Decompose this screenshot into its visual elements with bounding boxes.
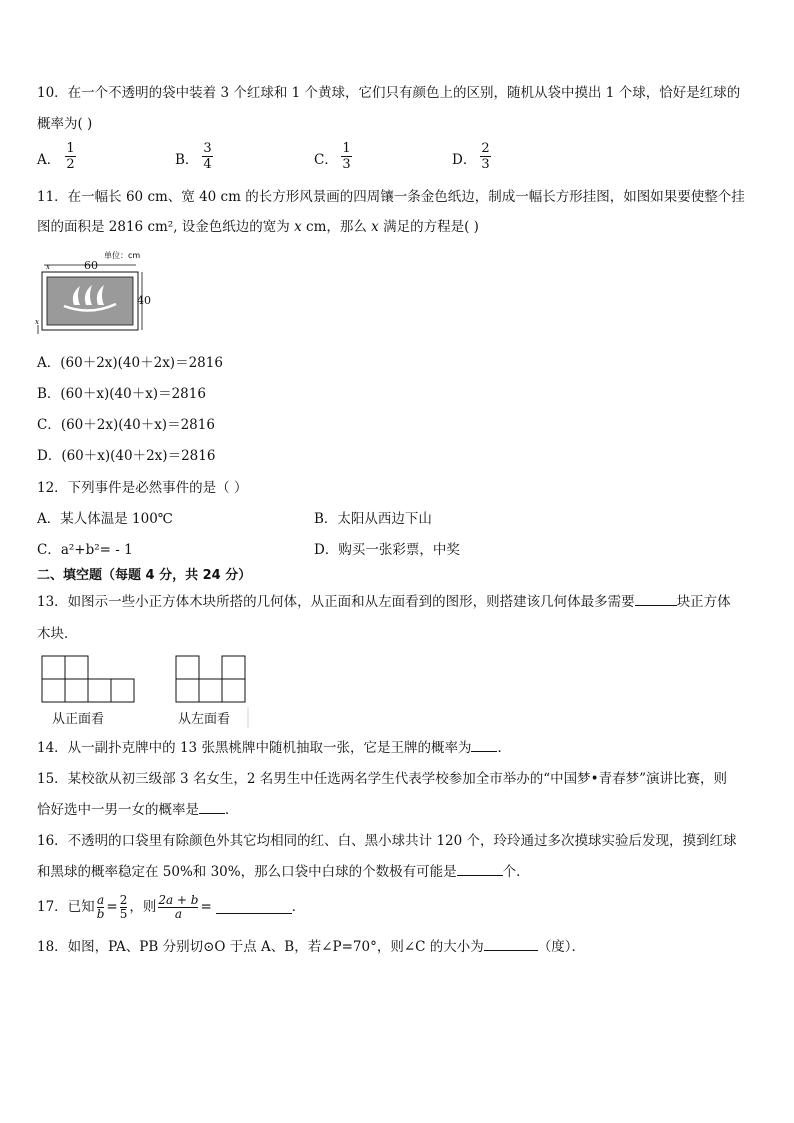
q17-eq2: = (200, 899, 212, 915)
q11-line2-b: cm，那么 (301, 219, 372, 235)
q17-f2-num: 2 (119, 892, 128, 907)
q17-fraction-a-over-b (97, 894, 105, 921)
q13-front-label: 从正面看 (52, 712, 105, 727)
q18-answer-blank[interactable] (484, 938, 538, 951)
q17-answer-blank[interactable] (216, 901, 292, 914)
q17-eq: = (106, 899, 118, 915)
q11-line1: 11．在一幅长 60 cm、宽 40 cm 的长方形风景画的四周镶一条金色纸边，制成一幅长方形挂图，如图如果要使整个挂 (37, 189, 745, 205)
q15-line2 (37, 801, 239, 819)
q11-var-x: x (294, 219, 302, 235)
q13-figure (36, 652, 251, 730)
q10-option-b-num: 3 (203, 141, 212, 156)
q17-mid: ，则 (129, 899, 157, 915)
q13-left-label: 从左面看 (178, 712, 231, 727)
q10-option-c-letter: C． (314, 152, 338, 168)
q10-option-c-fraction (341, 141, 352, 172)
q12-option-c: C．a²+b²= - 1 (37, 542, 133, 558)
q17-f3-num: 2a + b (158, 892, 199, 907)
q10-option-b-letter: B． (175, 152, 199, 168)
q13-line1-text: 13．如图示一些小正方体木块所搭的几何体，从正面和从左面看到的图形，则搭建该几何体最多需要 (37, 594, 635, 610)
q12-option-a: A．某人体温是 100℃ (37, 511, 173, 527)
q17-fraction-2-over-5 (120, 894, 128, 921)
q17-line (37, 892, 305, 922)
q10-option-d-den: 3 (481, 157, 490, 172)
q15-end: ． (225, 802, 239, 818)
q16-line2 (37, 863, 530, 881)
q10-line2: 概率为( ) (37, 116, 93, 132)
q11-var-x-2: x (371, 219, 379, 235)
q10-option-b-den: 4 (203, 157, 212, 172)
q14-answer-blank[interactable] (471, 739, 497, 752)
q11-width-label: 40 (137, 294, 151, 307)
q10-line1: 10．在一个不透明的袋中装着 3 个红球和 1 个黄球，它们只有颜色上的区别，随机从袋中摸出 1 个球，恰好是红球的 (37, 85, 741, 101)
section-2-title: 二、填空题（每题 4 分，共 24 分） (37, 568, 252, 583)
q16-line1: 16．不透明的口袋里有除颜色外其它均相同的红、白、黑小球共计 120 个，玲玲通过多次摸球实验后发现，摸到红球 (37, 833, 737, 849)
q11-option-c: C．(60＋2x)(40＋x)＝2816 (37, 417, 215, 433)
q10-option-d-num: 2 (481, 141, 490, 156)
q11-margin-label-top: x (46, 263, 50, 271)
q11-length-label: 60 (84, 259, 98, 272)
q16-answer-blank[interactable] (457, 863, 503, 876)
q10-option-a-num: 1 (66, 141, 75, 156)
q14-line (37, 739, 511, 757)
q10-option-a-den: 2 (66, 157, 75, 172)
q11-figure (34, 248, 154, 340)
q10-option-c-num: 1 (342, 141, 351, 156)
q17-f2-den: 5 (119, 906, 128, 921)
q11-unit-label: 单位：cm (104, 251, 141, 260)
q13-line1-end: 块正方体 (676, 594, 731, 610)
q17-f1-num: a (96, 892, 105, 907)
q18-text: 18．如图，PA、PB 分别切⊙O 于点 A、B，若∠P=70°，则∠C 的大小为 (37, 939, 484, 955)
q10-option-d-letter: D． (452, 152, 477, 168)
q13-front-view (42, 656, 134, 702)
q11-option-b: B．(60＋x)(40＋x)＝2816 (37, 386, 206, 402)
q11-option-d: D．(60＋x)(40＋2x)＝2816 (37, 448, 216, 464)
q16-end: 个． (502, 864, 530, 880)
q11-line2-a: 图的面积是 2816 cm², 设金色纸边的宽为 (37, 219, 295, 235)
q17-end: ． (291, 899, 306, 915)
q15-answer-blank[interactable] (199, 801, 225, 814)
q17-prefix: 17．已知 (37, 899, 95, 915)
q17-fraction-expr (158, 894, 198, 921)
q10-option-b-fraction (202, 141, 213, 172)
q15-line2-text: 恰好选中一男一女的概率是 (37, 802, 199, 818)
q13-answer-blank[interactable] (635, 593, 677, 606)
q12-stem: 12．下列事件是必然事件的是（ ） (37, 480, 248, 496)
q10-option-a-fraction (65, 141, 76, 172)
q17-f3-den: a (174, 906, 182, 921)
q14-text: 14．从一副扑克牌中的 13 张黑桃牌中随机抽取一张，它是王牌的概率为 (37, 740, 472, 756)
q14-end: ． (497, 740, 511, 756)
q10-option-d-fraction (480, 141, 491, 172)
q11-option-a: A．(60＋2x)(40＋2x)＝2816 (37, 355, 223, 371)
q11-margin-label-left: x (35, 318, 39, 326)
q18-line (37, 938, 585, 956)
q11-line2-c: 满足的方程是( ) (378, 219, 479, 235)
q13-line2: 木块． (37, 626, 78, 642)
q18-end: （度）． (537, 939, 586, 955)
q12-option-b: B．太阳从西边下山 (314, 511, 432, 527)
q13-line1 (37, 593, 731, 611)
q15-line1: 15．某校欲从初三级部 3 名女生，2 名男生中任选两名学生代表学校参加全市举办的“中国梦•青春梦”演讲比赛，则 (37, 771, 727, 787)
q13-left-view (176, 656, 245, 702)
q17-f1-den: b (96, 906, 105, 921)
q12-option-d: D．购买一张彩票，中奖 (314, 542, 460, 558)
q10-option-a-letter: A． (37, 152, 61, 168)
q16-line2-text: 和黑球的概率稳定在 50%和 30%，那么口袋中白球的个数极有可能是 (37, 864, 457, 880)
q10-option-c-den: 3 (342, 157, 351, 172)
q11-line2 (37, 218, 479, 236)
